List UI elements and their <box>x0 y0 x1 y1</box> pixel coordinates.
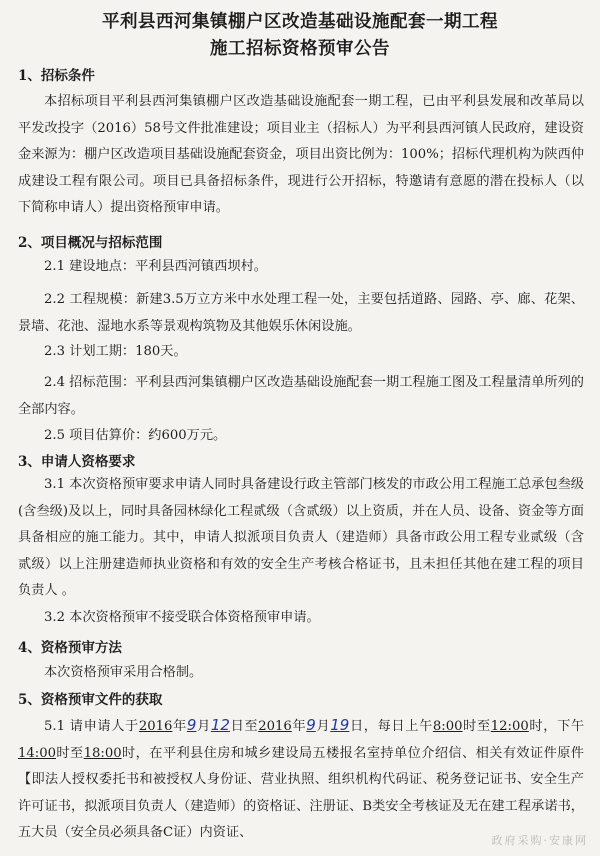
document-title-line2: 施工招标资格预审公告 <box>210 39 390 59</box>
label-year: 年 <box>172 719 187 734</box>
section-2-3: 2.3 计划工期：180天。 <box>44 344 187 359</box>
watermark: 政府采购·安康网 <box>491 834 588 847</box>
pm-end-time: 18:00 <box>83 745 122 761</box>
label-hour-to-2: 时至 <box>56 745 84 761</box>
label-each-day: 日，每日上午 <box>349 719 433 734</box>
label-month-2: 月 <box>315 719 331 734</box>
section-1-paragraph: 本招标项目平利县西河集镇棚户区改造基础设施配套一期工程，已由平利县发展和改革局以平发改投字（2016）58号文件批准建设；项目业主（招标人）为平利县西河镇人民政府，建设资金来源为：棚户区改造项目基础设施配套资金，项目出资比例为：100%；招标代理机构为陕西仲成建设工程有限公司。项目已具备招标条件，现进行公开招标，特邀请有意愿的潜在投标人（以下简称申请人）提出资格预审申请。 <box>18 94 584 215</box>
label-hour-to: 时至 <box>462 719 491 734</box>
pm-start-time: 14:00 <box>18 745 57 761</box>
start-day-handwritten: 12 <box>210 716 230 734</box>
section-5-1 <box>18 712 584 847</box>
start-month-handwritten: 9 <box>186 716 197 734</box>
s5-text-c: 时，在平利县住房和城乡建设局五楼报名室持单位介绍信、相关有效证件原件【即法人授权委托书和被授权人身份证、营业执照、组织机构代码证、税务登记证书、安全生产许可证书，拟派项目负责人（建造师）的资格证、注册证、B类安全考核证及无在建工程承诺书，五大员（安全员必须具备C证）内资证、 <box>18 745 584 840</box>
section-2-2: 2.2 工程规模：新建3.5万立方米中水处理工程一处，主要包括道路、园路、亭、廊、花架、景墙、花池、湿地水系等景观构筑物及其他娱乐休闲设施。 <box>18 292 584 334</box>
label-month: 月 <box>196 719 211 734</box>
label-afternoon: ，下午 <box>543 719 585 734</box>
section-5-heading: 5、资格预审文件的获取 <box>18 692 163 708</box>
section-1-heading: 1、招标条件 <box>18 68 95 84</box>
document-title-line1: 平利县西河集镇棚户区改造基础设施配套一期工程 <box>102 12 498 32</box>
section-4-heading: 4、资格预审方法 <box>18 640 122 656</box>
end-year: 2016 <box>258 719 292 734</box>
section-3-2: 3.2 本次资格预审不接受联合体资格预审申请。 <box>44 610 320 625</box>
section-2-1: 2.1 建设地点：平利县西河镇西坝村。 <box>44 259 267 274</box>
s5-text-a: 5.1 请申请人于 <box>44 719 139 734</box>
label-hour: 时 <box>528 719 544 734</box>
section-4-1: 本次资格预审采用合格制。 <box>44 665 203 680</box>
section-2-5: 2.5 项目估算价：约600万元。 <box>44 428 227 443</box>
am-start-time: 8:00 <box>432 719 463 734</box>
label-day-to: 日至 <box>229 719 259 734</box>
section-2-4: 2.4 招标范围：平利县西河集镇棚户区改造基础设施配套一期工程施工图及工程量清单所列的全部内容。 <box>18 375 584 417</box>
am-end-time: 12:00 <box>490 719 529 734</box>
end-day-handwritten: 19 <box>330 716 350 734</box>
start-year: 2016 <box>138 719 173 734</box>
section-3-heading: 3、申请人资格要求 <box>18 454 136 470</box>
label-year-2: 年 <box>291 719 307 734</box>
section-3-1: 3.1 本次资格预审要求申请人同时具备建设行政主管部门核发的市政公用工程施工总承包叁级(含叁级)及以上，同时具备园林绿化工程贰级（含贰级）以上资质，并在人员、设备、资金等方面具备相应的施工能力。其中，申请人拟派项目负责人（建造师）具备市政公用工程专业贰级（含贰级）以上注册建造师执业资格和有效的安全生产考核合格证书，且未担任其他在建工程的项目负责人 。 <box>18 477 584 598</box>
end-month-handwritten: 9 <box>306 716 316 734</box>
section-2-heading: 2、项目概况与招标范围 <box>18 235 163 251</box>
